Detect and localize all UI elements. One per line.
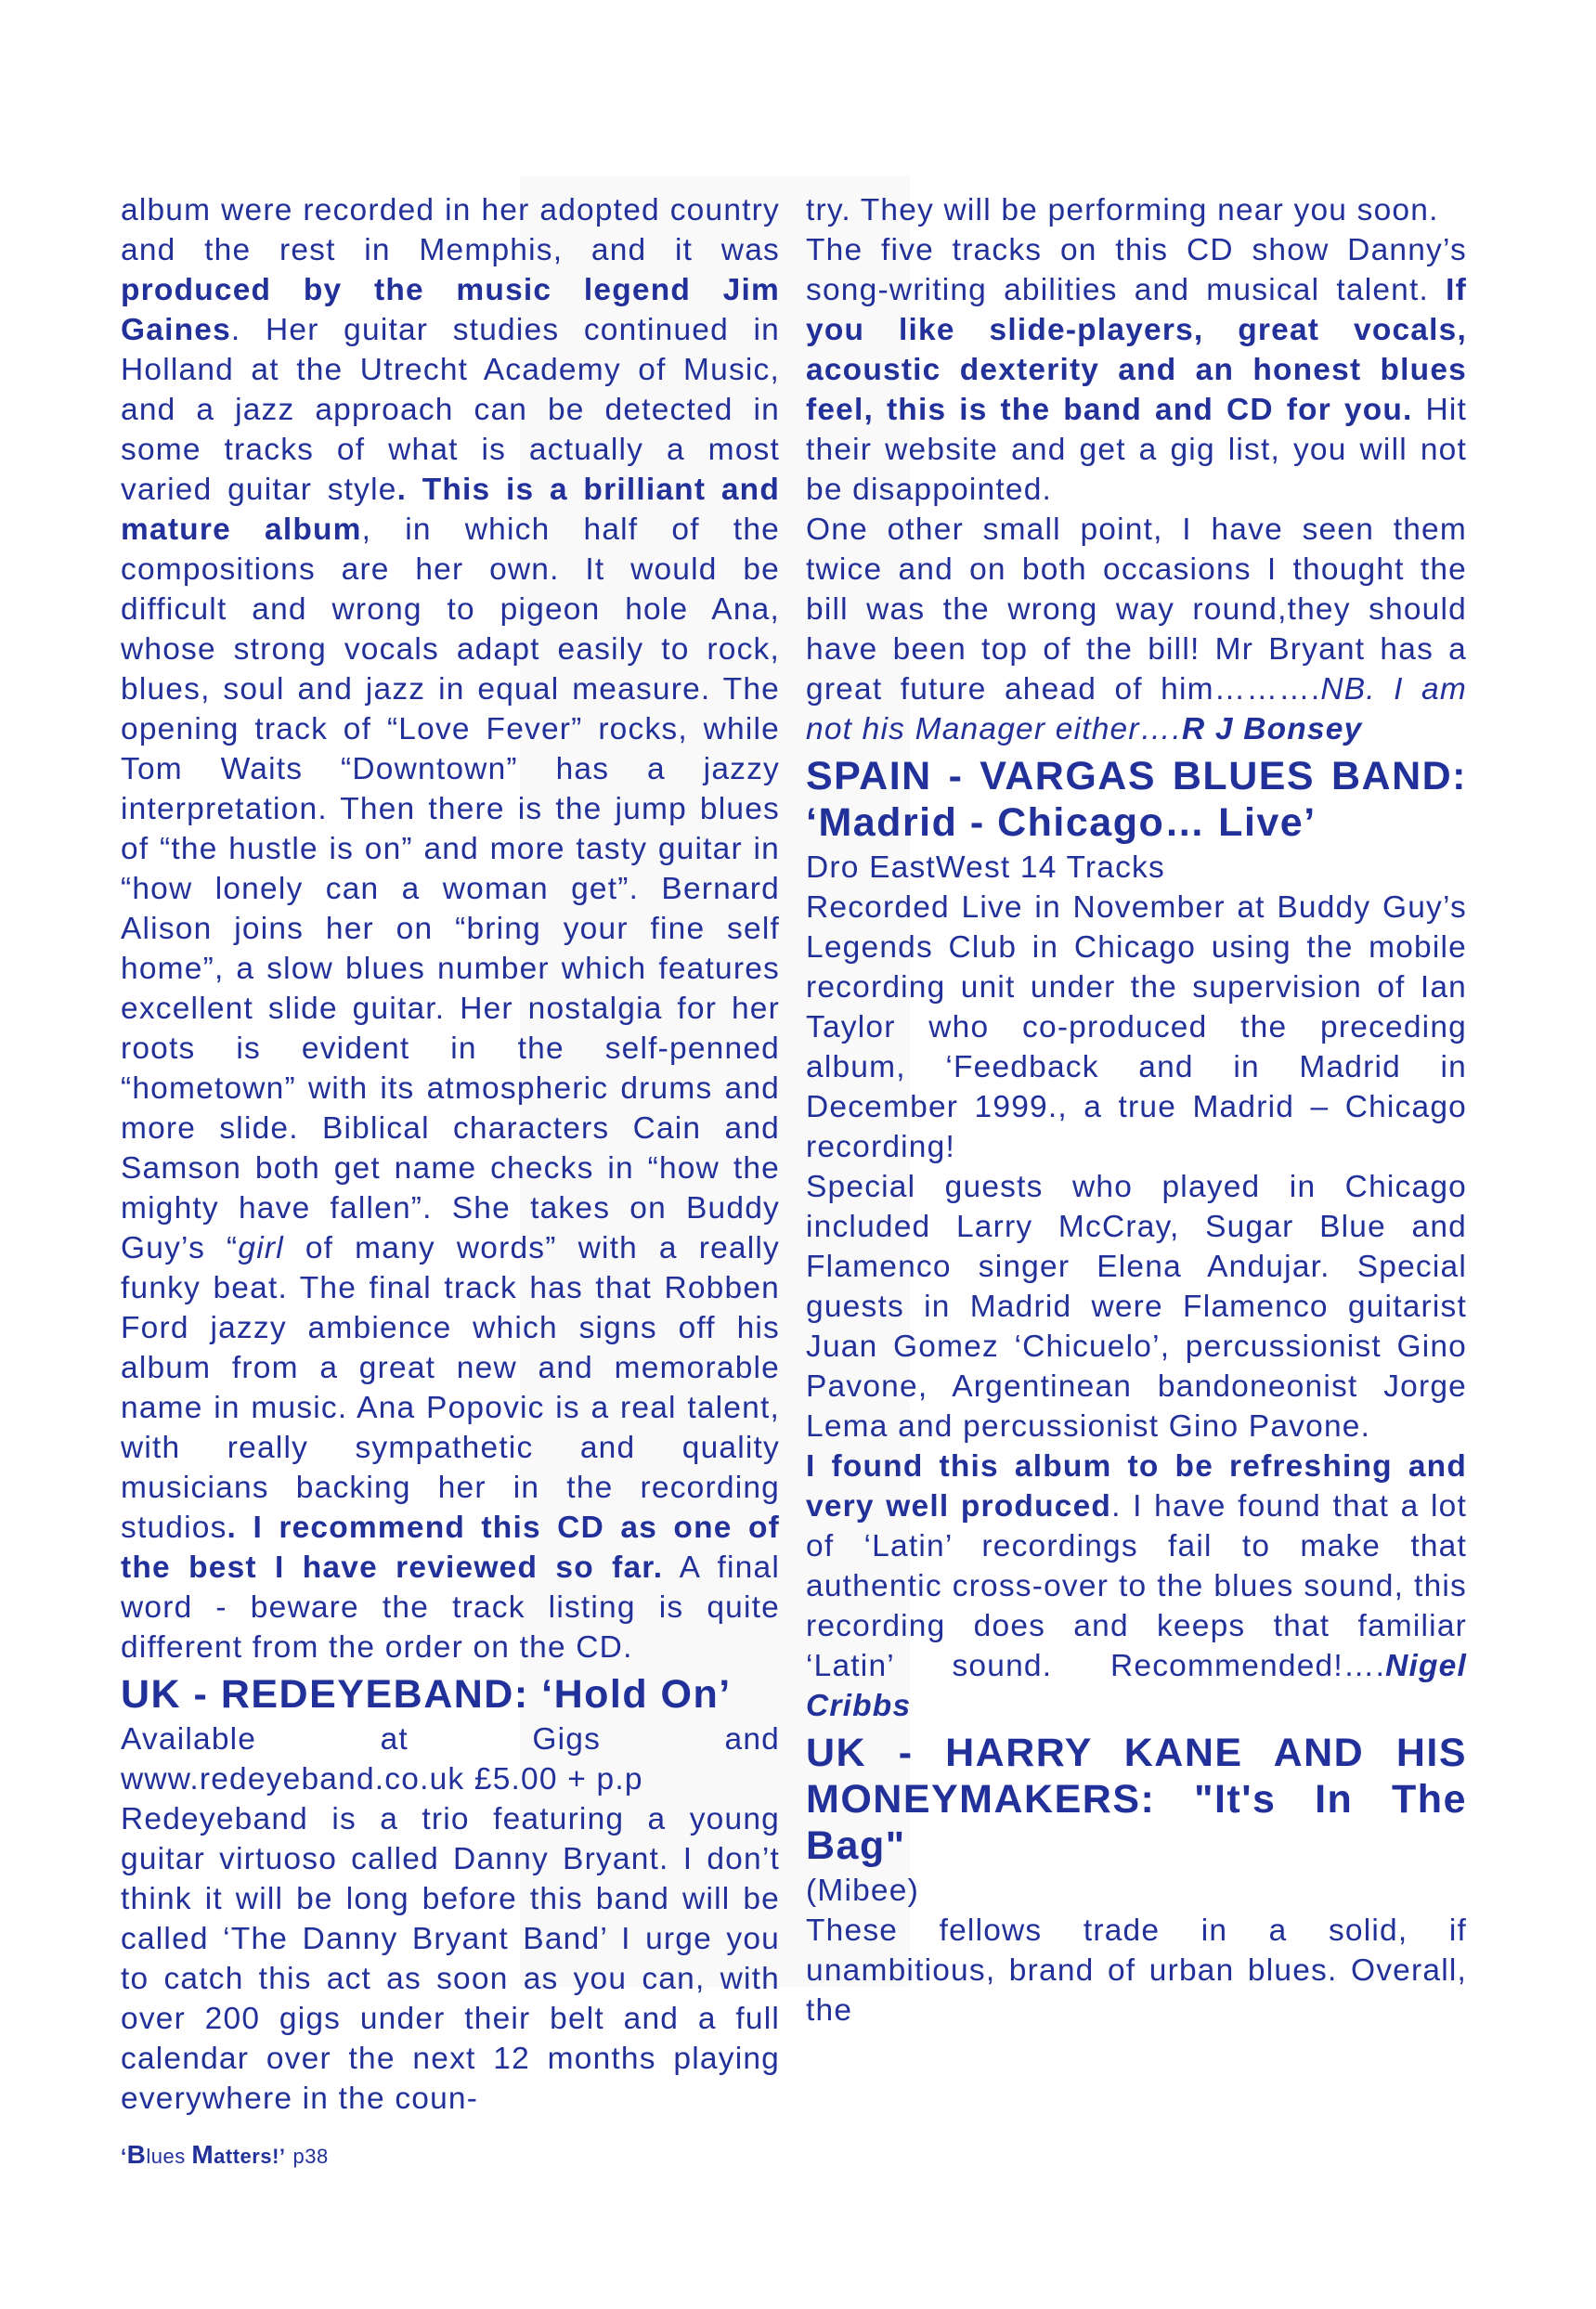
vargas-review-paragraph-2: Special guests who played in Chicago included Larry McCray, Sugar Blue and Flamenco singer Elena Andujar. Special guests in Madrid were Flamenco guitarist Juan Gomez ‘Chicuelo’, percussionist Gino Pavone, Argentinean bandoneonist Jorge Lema and percussionist Gino Pavone. [806,1170,1467,1444]
vargas-blues-band-heading: SPAIN - VARGAS BLUES BAND: ‘Madrid - Chicago… Live’ [806,754,1467,845]
right-column [806,190,1467,2030]
redeyeband-review-paragraph-3: One other small point, I have seen them twice and on both occasions I thought the bill was the wrong way round,they should have been top of the bill! Mr Bryant has a great future ahead of him……….NB. I am not his Manager either….R J Bonsey [806,512,1467,746]
vargas-review-paragraph-1: Recorded Live in November at Buddy Guy’s Legends Club in Chicago using the mobile recording unit under the supervision of Ian Taylor who co-produced the preceding album, ‘Feedback and in Madrid in December 1999., a true Madrid – Chicago recording! [806,890,1467,1164]
redeyeband-review-paragraph-2: The five tracks on this CD show Danny’s song-writing abilities and musical talent. If you like slide-players, great vocals, acoustic dexterity and an honest blues feel, this is the band and CD for you. Hit their website and get a gig list, you will not be disappointed. [806,233,1467,507]
redeyeband-review-continued: try. They will be performing near you soon. [806,193,1439,227]
redeyeband-availability: Available at Gigs and www.redeyeband.co.uk £5.00 + p.p [121,1722,780,1797]
redeyeband-review-heading: UK - REDEYEBAND: ‘Hold On’ [121,1672,732,1717]
redeyeband-review-text: Redeyeband is a trio featuring a young guitar virtuoso called Danny Bryant. I don’t think it will be long before this band will be called ‘The Danny Bryant Band’ I urge you to catch this act as soon as you can, with over 200 gigs under their belt and a full calendar over the next 12 months playing everywhere in the coun- [121,1802,780,2116]
page-number: p38 [292,2145,329,2168]
vargas-label-info: Dro EastWest 14 Tracks [806,850,1165,885]
vargas-review-paragraph-3: I found this album to be refreshing and very well produced. I have found that a lot of ‘Latin’ recordings fail to make that authentic cross-over to the blues sound, this recording does and keeps that familiar ‘Latin’ sound. Recommended!….Nigel Cribbs [806,1449,1467,1723]
reviewer-name: Nigel Cribbs [806,1649,1467,1723]
left-column [121,190,780,2119]
harry-kane-label: (Mibee) [806,1874,919,1908]
page-footer: ‘Blues Matters!’ p38 [121,2140,329,2169]
harry-kane-review-text: These fellows trade in a solid, if unambitious, brand of urban blues. Overall, the [806,1913,1467,2028]
reviewer-name: R J Bonsey [1181,712,1363,746]
harry-kane-heading: UK - HARRY KANE AND HIS MONEYMAKERS: "It's In The Bag" [806,1731,1467,1868]
ana-popovic-review-text: album were recorded in her adopted country and the rest in Memphis, and it was produced by the music legend Jim Gaines. Her guitar studies continued in Holland at the Utrecht Academy of Music, and a jazz approach can be detected in some tracks of what is actually a most varied guitar style. This is a brilliant and mature album, in which half of the compositions are her own. It would be difficult and wrong to pigeon hole Ana, whose strong vocals adapt easily to rock, blues, soul and jazz in equal measure. The opening track of “Love Fever” rocks, while Tom Waits “Downtown” has a jazzy interpretation. Then there is the jump blues of “the hustle is on” and more tasty guitar in “how lonely can a woman get”. Bernard Alison joins her on “bring your fine self home”, a slow blues number which features excellent slide guitar. Her nostalgia for her roots is evident in the self-penned “hometown” with its atmospheric drums and more slide. Biblical characters Cain and Samson both get name checks in “how the mighty have fallen”. She takes on Buddy Guy’s “girl of many words” with a really funky beat. The final track has that Robben Ford jazzy ambience which signs off his album from a great new and memorable name in music. Ana Popovic is a real talent, with really sympathetic and quality musicians backing her in the recording studios. I recommend this CD as one of the best I have reviewed so far. A final word - beware the track listing is quite different from the order on the CD. [121,193,781,1665]
